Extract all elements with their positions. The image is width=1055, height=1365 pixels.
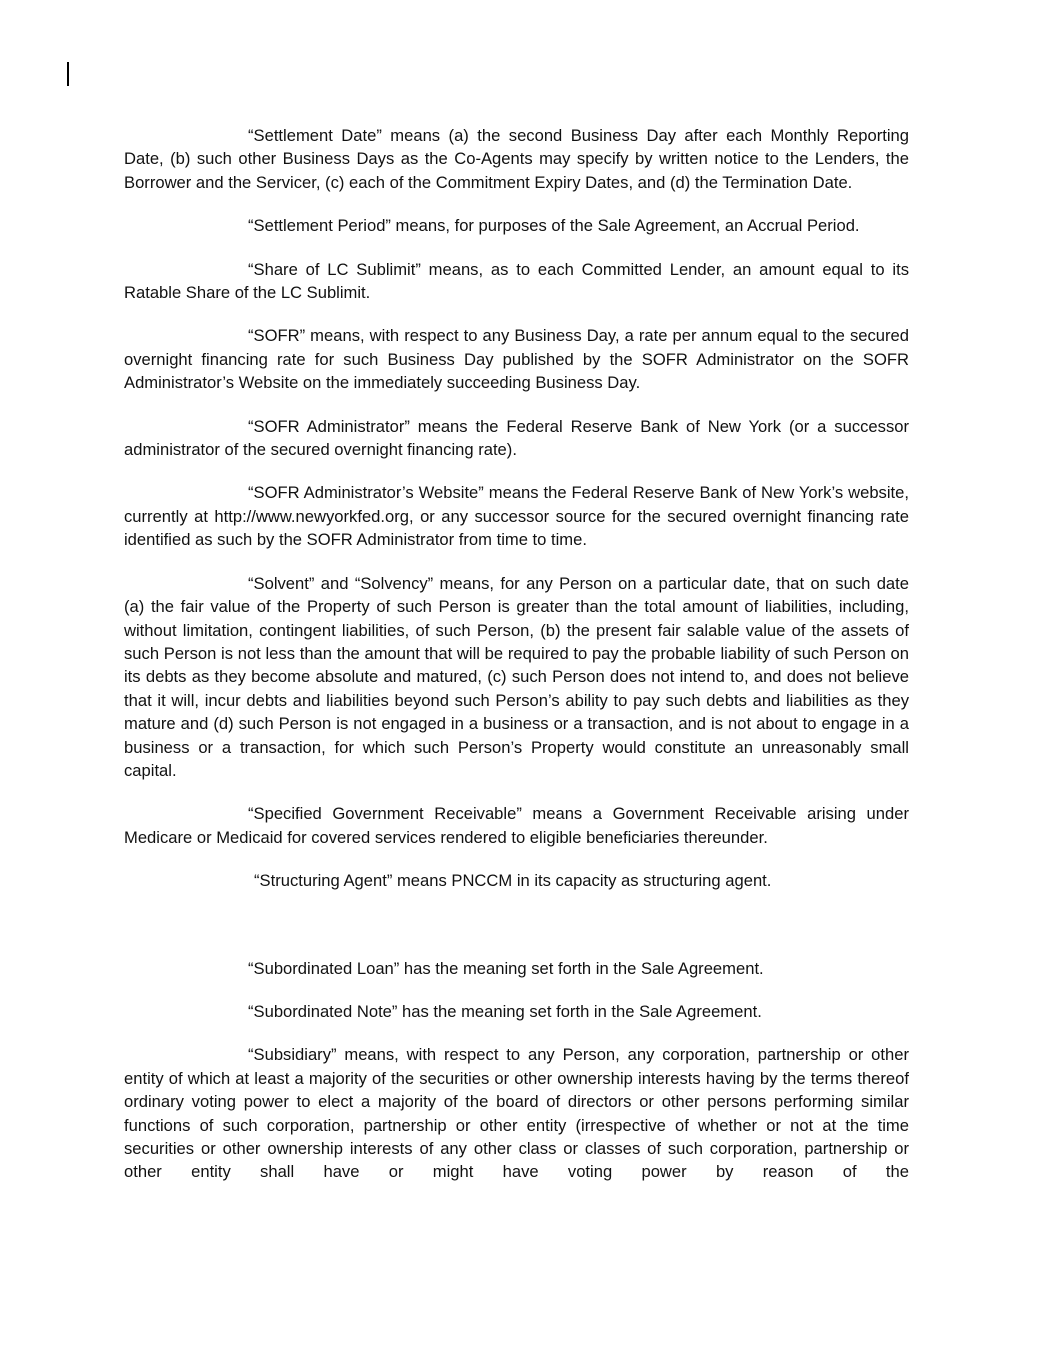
definition-subsidiary: “Subsidiary” means, with respect to any Person, any corporation, partnership or other entity of which at least a majority of the securities or other ownership interests having by the terms thereof ordinary voting power to elect a majority of the board of directors or other persons performing similar functions of such corporation, partnership or other entity (irrespective of whether or not at the time securities or other ownership interests of any other class or classes of such corporation, partnership or other entity shall have or might have voting power by reason of the <box>124 1045 909 1182</box>
definition-settlement-period: “Settlement Period” means, for purposes of the Sale Agreement, an Accrual Period. <box>248 216 860 236</box>
blank-space <box>124 913 909 957</box>
definition-sofr: “SOFR” means, with respect to any Business Day, a rate per annum equal to the secured overnight financing rate for such Business Day published by the SOFR Administrator on the SOFR Administrator’s Website on the immediately succeeding Business Day. <box>124 326 909 393</box>
document-body <box>124 124 909 1204</box>
definition-subordinated-loan: “Subordinated Loan” has the meaning set forth in the Sale Agreement. <box>248 958 764 978</box>
definition-settlement-date: “Settlement Date” means (a) the second Business Day after each Monthly Reporting Date, (b) such other Business Days as the Co-Agents may specify by written notice to the Lenders, the Borrower and the Servicer, (c) each of the Commitment Expiry Dates, and (d) the Termination Date. <box>124 126 909 192</box>
definition-solvent: “Solvent” and “Solvency” means, for any Person on a particular date, that on such date (a) the fair value of the Property of such Person is greater than the total amount of liabilities, including, without limitation, contingent liabilities, of such Person, (b) the present fair salable value of the assets of such Person is not less than the amount that will be required to pay the probable liability of such Person on its debts as they become absolute and matured, (c) such Person does not intend to, and does not believe that it will, incur debts and liabilities beyond such Person’s ability to pay such debts and liabilities as they mature and (d) such Person is not engaged in a business or a transaction, and is not about to engage in a business or a transaction, for which such Person’s Property would constitute an unreasonably small capital. <box>124 573 909 780</box>
definition-specified-government-receivable: “Specified Government Receivable” means a Government Receivable arising under Medicare or Medicaid for covered services rendered to eligible beneficiaries thereunder. <box>124 804 909 847</box>
definition-structuring-agent: “Structuring Agent” means PNCCM in its capacity as structuring agent. <box>254 871 772 891</box>
definition-sofr-administrators-website: “SOFR Administrator’s Website” means the Federal Reserve Bank of New York’s website, currently at http://www.newyorkfed.org, or any successor source for the secured overnight financing rate identified as such by the SOFR Administrator from time to time. <box>124 483 909 550</box>
definition-sofr-administrator: “SOFR Administrator” means the Federal Reserve Bank of New York (or a successor administrator of the secured overnight financing rate). <box>124 416 909 460</box>
definition-subordinated-note: “Subordinated Note” has the meaning set forth in the Sale Agreement. <box>248 1001 762 1021</box>
text-cursor <box>67 62 69 86</box>
definition-share-of-lc-sublimit: “Share of LC Sublimit” means, as to each Committed Lender, an amount equal to its Ratable Share of the LC Sublimit. <box>124 259 909 303</box>
